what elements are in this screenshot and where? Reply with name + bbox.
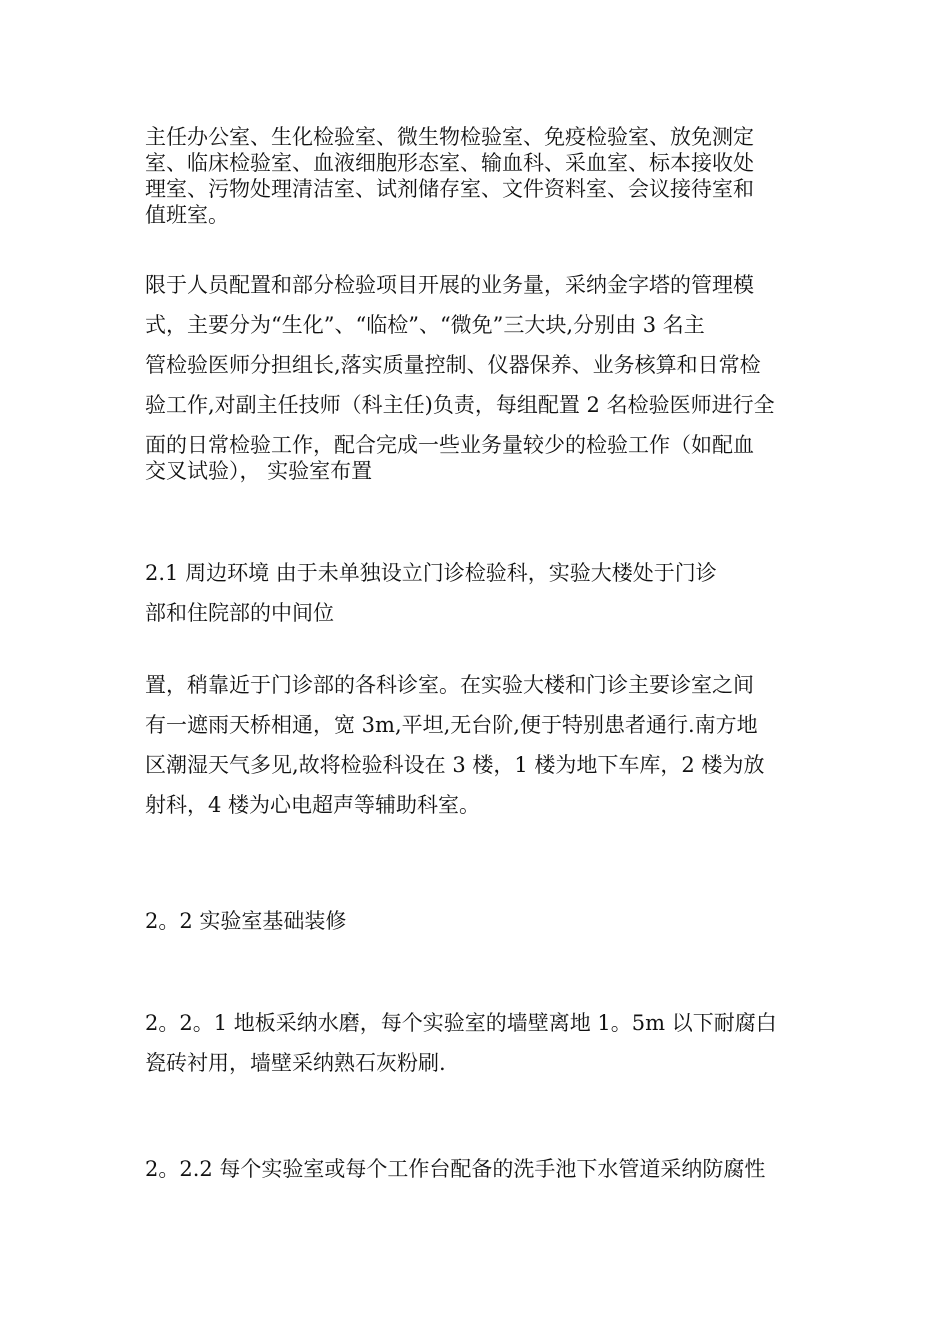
text-line: 2。2 实验室基础装修 [145, 909, 347, 933]
paragraph-section-2-2-1 [145, 1010, 815, 1090]
section-heading-2-2 [145, 908, 815, 934]
text-line: 射科，4 楼为心电超声等辅助科室。 [145, 793, 481, 817]
paragraph-surroundings [145, 672, 815, 832]
text-line: 限于人员配置和部分检验项目开展的业务量，采纳金字塔的管理模 [145, 273, 754, 297]
text-line: 2。2。1 地板采纳水磨，每个实验室的墙壁离地 1。5m 以下耐腐白 [145, 1011, 777, 1035]
text-line: 管检验医师分担组长,落实质量控制、仪器保养、业务核算和日常检 [145, 353, 761, 377]
text-line: 理室、污物处理清洁室、试剂储存室、文件资料室、会议接待室和 [145, 177, 754, 201]
paragraph-room-list [145, 124, 815, 228]
text-line: 瓷砖衬用，墙壁采纳熟石灰粉刷. [145, 1051, 446, 1075]
text-line: 交叉试验）， 实验室布置 [145, 459, 373, 483]
text-line: 区潮湿天气多见,故将检验科设在 3 楼，1 楼为地下车库，2 楼为放 [145, 753, 765, 777]
text-line: 验工作,对副主任技师（科主任)负责，每组配置 2 名检验医师进行全 [145, 393, 775, 417]
paragraph-management-model [145, 272, 815, 484]
text-line: 值班室。 [145, 203, 229, 227]
text-line: 有一遮雨天桥相通，宽 3m,平坦,无台阶,便于特别患者通行.南方地 [145, 713, 758, 737]
paragraph-section-2-2-2 [145, 1156, 815, 1182]
text-line: 2。2.2 每个实验室或每个工作台配备的洗手池下水管道采纳防腐性 [145, 1157, 766, 1181]
text-line: 式，主要分为“生化”、“临检”、“微免”三大块,分别由 3 名主 [145, 313, 705, 337]
paragraph-section-2-1-heading [145, 560, 815, 640]
text-line: 面的日常检验工作，配合完成一些业务量较少的检验工作（如配血 [145, 433, 754, 457]
text-line: 部和住院部的中间位 [145, 601, 334, 625]
text-line: 主任办公室、生化检验室、微生物检验室、免疫检验室、放免测定 [145, 125, 754, 149]
text-line: 2.1 周边环境 由于未单独设立门诊检验科，实验大楼处于门诊 [145, 561, 717, 585]
text-line: 室、临床检验室、血液细胞形态室、输血科、采血室、标本接收处 [145, 151, 754, 175]
text-line: 置，稍靠近于门诊部的各科诊室。在实验大楼和门诊主要诊室之间 [145, 673, 754, 697]
